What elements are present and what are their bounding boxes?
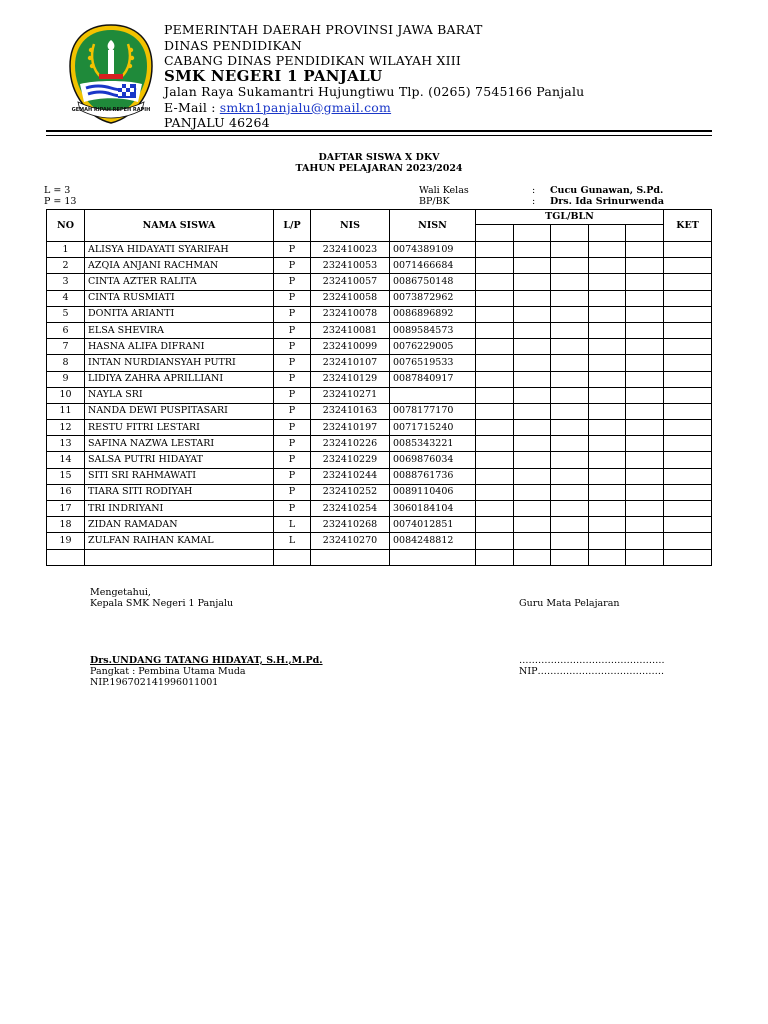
cell-date bbox=[551, 258, 589, 274]
cell-date bbox=[589, 322, 626, 338]
cell-date bbox=[589, 258, 626, 274]
empty-cell bbox=[514, 549, 551, 565]
cell-nis: 232410099 bbox=[311, 339, 390, 355]
cell-date bbox=[626, 355, 664, 371]
cell-date bbox=[551, 322, 589, 338]
cell-lp: P bbox=[274, 403, 311, 419]
teacher-title: Guru Mata Pelajaran bbox=[519, 598, 620, 609]
cell-date bbox=[476, 242, 514, 258]
cell-nisn: 0078177170 bbox=[390, 403, 476, 419]
cell-nisn: 0089110406 bbox=[390, 484, 476, 500]
cell-date bbox=[476, 420, 514, 436]
principal-name: Drs.UNDANG TATANG HIDAYAT, S.H.,M.Pd. bbox=[90, 655, 323, 666]
cell-date bbox=[626, 306, 664, 322]
cell-date bbox=[514, 290, 551, 306]
table-row bbox=[47, 371, 712, 387]
cell-lp: P bbox=[274, 371, 311, 387]
cell-nisn: 0071466684 bbox=[390, 258, 476, 274]
cell-no: 10 bbox=[47, 387, 85, 403]
cell-date bbox=[514, 274, 551, 290]
cell-no: 11 bbox=[47, 403, 85, 419]
table-row bbox=[47, 387, 712, 403]
city-line: PANJALU 46264 bbox=[164, 115, 270, 130]
header-lp: L/P bbox=[274, 210, 311, 242]
gov-line: PEMERINTAH DAERAH PROVINSI JAWA BARAT bbox=[164, 22, 483, 37]
cell-lp: L bbox=[274, 533, 311, 549]
cell-date bbox=[476, 339, 514, 355]
cell-name: HASNA ALIFA DIFRANI bbox=[85, 339, 274, 355]
cell-date bbox=[626, 339, 664, 355]
empty-cell bbox=[390, 549, 476, 565]
empty-cell bbox=[551, 549, 589, 565]
cell-name: TIARA SITI RODIYAH bbox=[85, 484, 274, 500]
cell-date bbox=[551, 420, 589, 436]
cell-name: NANDA DEWI PUSPITASARI bbox=[85, 403, 274, 419]
header-name: NAMA SISWA bbox=[85, 210, 274, 242]
cell-nisn: 0087840917 bbox=[390, 371, 476, 387]
cell-date bbox=[551, 468, 589, 484]
cell-nisn bbox=[390, 387, 476, 403]
header-nis: NIS bbox=[311, 210, 390, 242]
cell-name: ALISYA HIDAYATI SYARIFAH bbox=[85, 242, 274, 258]
cell-date bbox=[626, 322, 664, 338]
cell-date bbox=[589, 274, 626, 290]
date-col-4 bbox=[589, 225, 626, 242]
roster-body bbox=[47, 242, 712, 566]
agency-line: DINAS PENDIDIKAN bbox=[164, 37, 302, 53]
cell-date bbox=[551, 484, 589, 500]
cell-nis: 232410270 bbox=[311, 533, 390, 549]
homeroom-names bbox=[550, 185, 664, 207]
table-row bbox=[47, 484, 712, 500]
cell-name: CINTA RUSMIATI bbox=[85, 290, 274, 306]
cell-date bbox=[626, 501, 664, 517]
cell-nisn: 0074389109 bbox=[390, 242, 476, 258]
cell-no: 16 bbox=[47, 484, 85, 500]
cell-name: LIDIYA ZAHRA APRILLIANI bbox=[85, 371, 274, 387]
cell-ket bbox=[664, 468, 712, 484]
cell-nisn: 0076229005 bbox=[390, 339, 476, 355]
cell-ket bbox=[664, 517, 712, 533]
bk-label: BP/BK bbox=[419, 196, 450, 207]
cell-date bbox=[551, 355, 589, 371]
cell-date bbox=[514, 355, 551, 371]
empty-cell bbox=[626, 549, 664, 565]
cell-nisn: 0074012851 bbox=[390, 517, 476, 533]
table-row bbox=[47, 517, 712, 533]
bk-sep: : bbox=[532, 196, 536, 207]
cell-date bbox=[514, 484, 551, 500]
cell-ket bbox=[664, 501, 712, 517]
teacher-signature-block bbox=[519, 655, 665, 677]
cell-date bbox=[476, 258, 514, 274]
cell-date bbox=[626, 258, 664, 274]
cell-lp: P bbox=[274, 290, 311, 306]
table-row bbox=[47, 533, 712, 549]
cell-no: 18 bbox=[47, 517, 85, 533]
cell-lp: P bbox=[274, 242, 311, 258]
cell-lp: P bbox=[274, 274, 311, 290]
cell-date bbox=[514, 468, 551, 484]
cell-nisn: 0086896892 bbox=[390, 306, 476, 322]
cell-ket bbox=[664, 339, 712, 355]
cell-date bbox=[626, 484, 664, 500]
cell-date bbox=[589, 290, 626, 306]
letterhead-thick-rule bbox=[46, 130, 712, 132]
cell-date bbox=[551, 242, 589, 258]
cell-date bbox=[514, 452, 551, 468]
cell-ket bbox=[664, 306, 712, 322]
cell-date bbox=[589, 242, 626, 258]
cell-date bbox=[514, 322, 551, 338]
cell-date bbox=[514, 306, 551, 322]
date-col-1 bbox=[476, 225, 514, 242]
cell-name: INTAN NURDIANSYAH PUTRI bbox=[85, 355, 274, 371]
cell-name: CINTA AZTER RALITA bbox=[85, 274, 274, 290]
header-no: NO bbox=[47, 210, 85, 242]
empty-cell bbox=[476, 549, 514, 565]
cell-nisn: 0071715240 bbox=[390, 420, 476, 436]
cell-date bbox=[514, 501, 551, 517]
cell-date bbox=[626, 274, 664, 290]
date-col-5 bbox=[626, 225, 664, 242]
cell-no: 7 bbox=[47, 339, 85, 355]
cell-date bbox=[476, 436, 514, 452]
table-row bbox=[47, 306, 712, 322]
table-row bbox=[47, 322, 712, 338]
cell-no: 13 bbox=[47, 436, 85, 452]
student-roster-table bbox=[46, 209, 712, 566]
cell-no: 3 bbox=[47, 274, 85, 290]
cell-date bbox=[589, 355, 626, 371]
wali-sep: : bbox=[532, 185, 536, 196]
cell-ket bbox=[664, 403, 712, 419]
cell-date bbox=[589, 452, 626, 468]
cell-ket bbox=[664, 387, 712, 403]
cell-nisn: 0086750148 bbox=[390, 274, 476, 290]
cell-no: 15 bbox=[47, 468, 85, 484]
letterhead bbox=[44, 18, 712, 132]
cell-nis: 232410163 bbox=[311, 403, 390, 419]
cell-date bbox=[626, 533, 664, 549]
cell-date bbox=[626, 452, 664, 468]
cell-nis: 232410226 bbox=[311, 436, 390, 452]
cell-date bbox=[551, 387, 589, 403]
cell-date bbox=[551, 403, 589, 419]
letterhead-text bbox=[164, 22, 604, 131]
logo-ribbon: GEMAH RIPAH REPEH RAPIH bbox=[71, 107, 151, 113]
cell-date bbox=[514, 420, 551, 436]
cell-date bbox=[626, 290, 664, 306]
header-nisn: NISN bbox=[390, 210, 476, 242]
cell-ket bbox=[664, 355, 712, 371]
cell-ket bbox=[664, 290, 712, 306]
homeroom-separators bbox=[532, 185, 535, 207]
empty-row bbox=[47, 549, 712, 565]
cell-date bbox=[476, 484, 514, 500]
cell-date bbox=[626, 403, 664, 419]
cell-lp: P bbox=[274, 468, 311, 484]
cell-name: SITI SRI RAHMAWATI bbox=[85, 468, 274, 484]
cell-no: 19 bbox=[47, 533, 85, 549]
cell-date bbox=[551, 501, 589, 517]
cell-no: 2 bbox=[47, 258, 85, 274]
cell-date bbox=[476, 355, 514, 371]
gender-summary bbox=[44, 185, 76, 207]
table-row bbox=[47, 274, 712, 290]
cell-nisn: 0084248812 bbox=[390, 533, 476, 549]
cell-date bbox=[589, 517, 626, 533]
cell-date bbox=[476, 517, 514, 533]
email-link[interactable]: smkn1panjalu@gmail.com bbox=[219, 99, 392, 115]
cell-nis: 232410252 bbox=[311, 484, 390, 500]
cell-date bbox=[514, 371, 551, 387]
cell-date bbox=[551, 517, 589, 533]
cell-date bbox=[551, 452, 589, 468]
cell-ket bbox=[664, 420, 712, 436]
cell-date bbox=[589, 306, 626, 322]
cell-lp: L bbox=[274, 517, 311, 533]
cell-lp: P bbox=[274, 322, 311, 338]
cell-nis: 232410271 bbox=[311, 387, 390, 403]
header-date: TGL/BLN bbox=[476, 210, 664, 225]
table-row bbox=[47, 420, 712, 436]
cell-nisn: 3060184104 bbox=[390, 501, 476, 517]
cell-lp: P bbox=[274, 484, 311, 500]
table-row bbox=[47, 355, 712, 371]
cell-name: DONITA ARIANTI bbox=[85, 306, 274, 322]
cell-date bbox=[476, 306, 514, 322]
table-row bbox=[47, 501, 712, 517]
west-java-emblem-icon bbox=[66, 22, 156, 126]
table-row bbox=[47, 339, 712, 355]
table-row bbox=[47, 290, 712, 306]
cell-lp: P bbox=[274, 258, 311, 274]
cell-name: AZQIA ANJANI RACHMAN bbox=[85, 258, 274, 274]
cell-date bbox=[626, 387, 664, 403]
cell-ket bbox=[664, 274, 712, 290]
cell-date bbox=[551, 306, 589, 322]
empty-cell bbox=[47, 549, 85, 565]
empty-cell bbox=[274, 549, 311, 565]
bk-name: Drs. Ida Srinurwenda bbox=[550, 196, 664, 207]
cell-date bbox=[589, 403, 626, 419]
approval-word: Mengetahui, bbox=[90, 587, 151, 598]
cell-name: TRI INDRIYANI bbox=[85, 501, 274, 517]
cell-lp: P bbox=[274, 339, 311, 355]
table-row bbox=[47, 452, 712, 468]
cell-no: 12 bbox=[47, 420, 85, 436]
male-count: L = 3 bbox=[44, 185, 71, 196]
cell-date bbox=[589, 339, 626, 355]
address-line: Jalan Raya Sukamantri Hujungtiwu Tlp. (0265) 7545166 Panjalu bbox=[164, 84, 585, 99]
cell-nis: 232410254 bbox=[311, 501, 390, 517]
cell-date bbox=[626, 436, 664, 452]
cell-no: 17 bbox=[47, 501, 85, 517]
teacher-name-blank: ………………………………………. bbox=[519, 655, 665, 666]
cell-date bbox=[551, 274, 589, 290]
cell-date bbox=[476, 274, 514, 290]
year-line: TAHUN PELAJARAN 2023/2024 bbox=[295, 163, 463, 174]
cell-nis: 232410129 bbox=[311, 371, 390, 387]
cell-date bbox=[476, 468, 514, 484]
cell-date bbox=[476, 403, 514, 419]
cell-date bbox=[476, 533, 514, 549]
cell-name: ZULFAN RAIHAN KAMAL bbox=[85, 533, 274, 549]
cell-no: 9 bbox=[47, 371, 85, 387]
table-row bbox=[47, 403, 712, 419]
cell-date bbox=[476, 290, 514, 306]
table-row bbox=[47, 436, 712, 452]
cell-lp: P bbox=[274, 306, 311, 322]
cell-nis: 232410023 bbox=[311, 242, 390, 258]
cell-ket bbox=[664, 452, 712, 468]
cell-nis: 232410107 bbox=[311, 355, 390, 371]
cell-date bbox=[514, 436, 551, 452]
cell-date bbox=[589, 387, 626, 403]
cell-no: 6 bbox=[47, 322, 85, 338]
principal-rank: Pangkat : Pembina Utama Muda bbox=[90, 666, 246, 677]
cell-date bbox=[626, 242, 664, 258]
document-title bbox=[46, 152, 712, 174]
cell-date bbox=[589, 484, 626, 500]
cell-date bbox=[476, 452, 514, 468]
cell-lp: P bbox=[274, 387, 311, 403]
principal-approval bbox=[90, 587, 233, 609]
cell-nisn: 0076519533 bbox=[390, 355, 476, 371]
cell-lp: P bbox=[274, 355, 311, 371]
cell-date bbox=[476, 371, 514, 387]
wali-name: Cucu Gunawan, S.Pd. bbox=[550, 185, 664, 196]
cell-no: 14 bbox=[47, 452, 85, 468]
cell-nisn: 0073872962 bbox=[390, 290, 476, 306]
cell-date bbox=[476, 387, 514, 403]
cell-date bbox=[514, 403, 551, 419]
cell-date bbox=[514, 242, 551, 258]
cell-lp: P bbox=[274, 452, 311, 468]
table-row bbox=[47, 468, 712, 484]
cell-ket bbox=[664, 258, 712, 274]
school-name: SMK NEGERI 1 PANJALU bbox=[164, 66, 383, 85]
homeroom-labels bbox=[419, 185, 469, 207]
principal-title: Kepala SMK Negeri 1 Panjalu bbox=[90, 598, 234, 609]
cell-no: 5 bbox=[47, 306, 85, 322]
teacher-nip-blank: NIP…………………………………. bbox=[519, 666, 664, 677]
cell-nis: 232410197 bbox=[311, 420, 390, 436]
cell-nis: 232410244 bbox=[311, 468, 390, 484]
email-label: E-Mail : bbox=[164, 99, 220, 115]
principal-nip: NIP.196702141996011001 bbox=[90, 677, 219, 688]
cell-date bbox=[589, 420, 626, 436]
cell-date bbox=[551, 436, 589, 452]
cell-nis: 232410058 bbox=[311, 290, 390, 306]
cell-date bbox=[514, 517, 551, 533]
cell-date bbox=[589, 468, 626, 484]
cell-date bbox=[589, 501, 626, 517]
cell-date bbox=[589, 371, 626, 387]
cell-nis: 232410078 bbox=[311, 306, 390, 322]
cell-ket bbox=[664, 242, 712, 258]
cell-no: 1 bbox=[47, 242, 85, 258]
cell-no: 4 bbox=[47, 290, 85, 306]
cell-lp: P bbox=[274, 420, 311, 436]
principal-signature-block bbox=[90, 655, 323, 688]
cell-date bbox=[551, 339, 589, 355]
cell-date bbox=[476, 322, 514, 338]
title-line: DAFTAR SISWA X DKV bbox=[318, 152, 440, 163]
cell-name: ZIDAN RAMADAN bbox=[85, 517, 274, 533]
cell-lp: P bbox=[274, 436, 311, 452]
empty-cell bbox=[85, 549, 274, 565]
table-row bbox=[47, 258, 712, 274]
cell-lp: P bbox=[274, 501, 311, 517]
letterhead-thin-rule bbox=[46, 135, 712, 136]
cell-ket bbox=[664, 322, 712, 338]
cell-nisn: 0088761736 bbox=[390, 468, 476, 484]
cell-name: SALSA PUTRI HIDAYAT bbox=[85, 452, 274, 468]
cell-date bbox=[626, 468, 664, 484]
empty-cell bbox=[664, 549, 712, 565]
cell-nisn: 0089584573 bbox=[390, 322, 476, 338]
cell-nisn: 0085343221 bbox=[390, 436, 476, 452]
cell-nis: 232410268 bbox=[311, 517, 390, 533]
cell-ket bbox=[664, 371, 712, 387]
cell-nisn: 0069876034 bbox=[390, 452, 476, 468]
cell-date bbox=[514, 339, 551, 355]
cell-date bbox=[626, 420, 664, 436]
cell-no: 8 bbox=[47, 355, 85, 371]
wali-label: Wali Kelas bbox=[419, 185, 469, 196]
date-col-2 bbox=[514, 225, 551, 242]
cell-nis: 232410053 bbox=[311, 258, 390, 274]
cell-name: NAYLA SRI bbox=[85, 387, 274, 403]
female-count: P = 13 bbox=[44, 196, 77, 207]
cell-date bbox=[551, 290, 589, 306]
cell-nis: 232410057 bbox=[311, 274, 390, 290]
header-ket: KET bbox=[664, 210, 712, 242]
cell-ket bbox=[664, 533, 712, 549]
table-row bbox=[47, 242, 712, 258]
cell-date bbox=[514, 258, 551, 274]
cell-name: ELSA SHEVIRA bbox=[85, 322, 274, 338]
cell-name: SAFINA NAZWA LESTARI bbox=[85, 436, 274, 452]
date-col-3 bbox=[551, 225, 589, 242]
cell-ket bbox=[664, 484, 712, 500]
cell-nis: 232410229 bbox=[311, 452, 390, 468]
cell-date bbox=[514, 387, 551, 403]
empty-cell bbox=[311, 549, 390, 565]
cell-date bbox=[476, 501, 514, 517]
cell-date bbox=[589, 436, 626, 452]
empty-cell bbox=[589, 549, 626, 565]
cell-date bbox=[626, 371, 664, 387]
email-line bbox=[164, 100, 604, 116]
cell-date bbox=[626, 517, 664, 533]
cell-name: RESTU FITRI LESTARI bbox=[85, 420, 274, 436]
cell-nis: 232410081 bbox=[311, 322, 390, 338]
cell-date bbox=[514, 533, 551, 549]
branch-line: CABANG DINAS PENDIDIKAN WILAYAH XIII bbox=[164, 53, 462, 68]
cell-date bbox=[551, 533, 589, 549]
cell-date bbox=[589, 533, 626, 549]
cell-date bbox=[551, 371, 589, 387]
cell-ket bbox=[664, 436, 712, 452]
